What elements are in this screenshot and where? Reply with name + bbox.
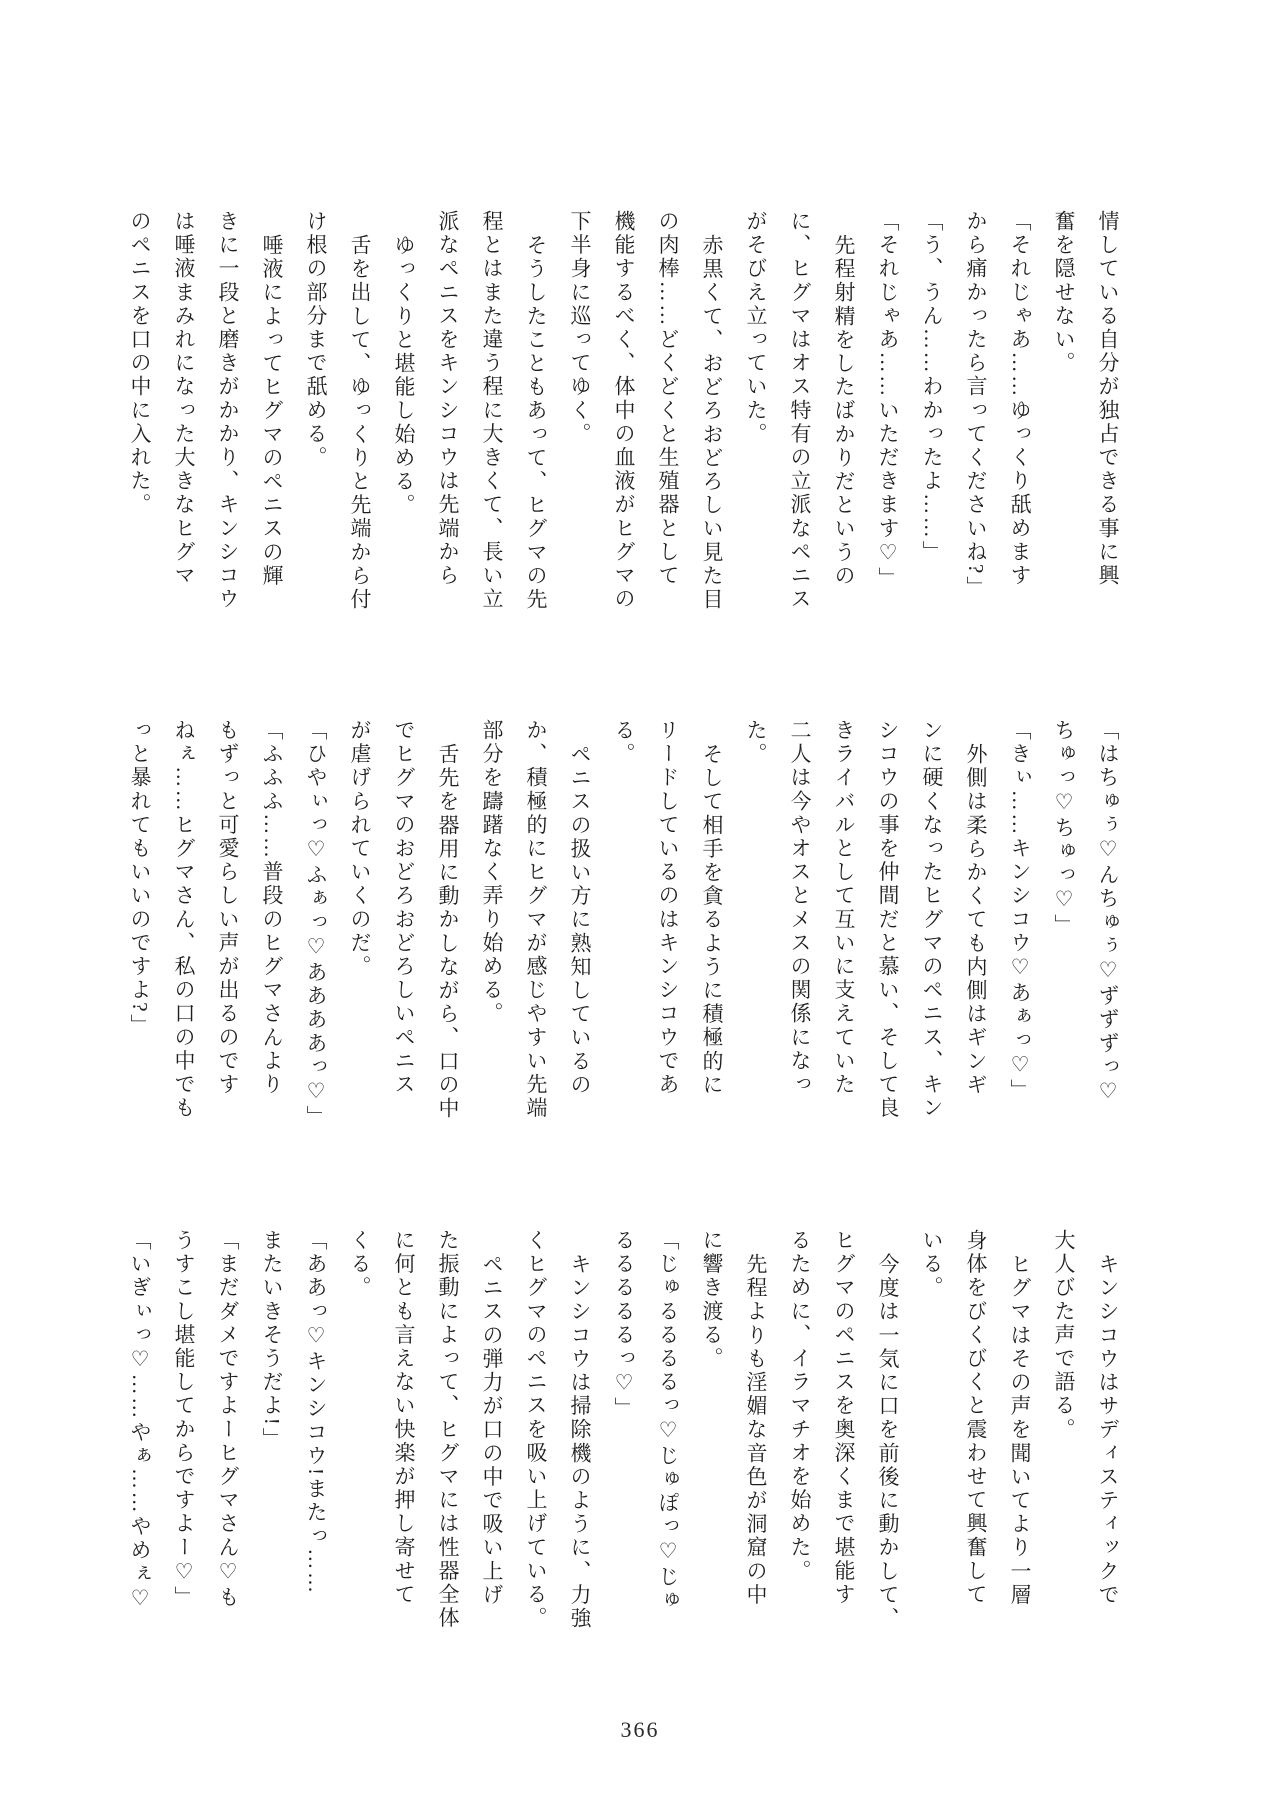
text-column: 今度は一気に口を前後に動かして、: [876, 1253, 900, 1631]
text-column: ねぇ……ヒグマさん、私の口の中でも: [172, 719, 196, 1121]
text-column: は唾液まみれになった大きなヒグマ: [172, 210, 196, 588]
text-column: ペニスの扱い方に熟知しているの: [568, 743, 592, 1097]
text-column: 「ひやぃっ♡ふぁっ♡ああああっ♡」: [304, 719, 328, 1130]
text-block-middle: [118, 719, 1130, 1151]
text-column: るために、イラマチオを始めた。: [788, 1229, 812, 1583]
text-column: 唾液によってヒグマのペニスの輝: [260, 234, 284, 588]
text-column: 「まだダメですよーヒグマさん♡も: [216, 1229, 240, 1610]
text-column: る。: [612, 719, 636, 767]
text-column: でヒグマのおどろおどろしいペニス: [392, 719, 416, 1097]
text-column: に、ヒグマはオス特有の立派なペニス: [788, 210, 812, 612]
page-number: 366: [620, 1717, 660, 1742]
text-column: がそびえ立っていた。: [744, 210, 768, 446]
text-column: 先程射精をしたばかりだというの: [832, 234, 856, 588]
text-column: 派なペニスをキンシコウは先端から: [436, 210, 460, 588]
text-column: 程とはまた違う程に大きくて、長い立: [480, 210, 504, 612]
text-column: 機能するべく、体中の血液がヒグマの: [612, 210, 636, 612]
text-column: の肉棒……どくどくと生殖器として: [656, 210, 680, 588]
text-column: に響き渡る。: [700, 1229, 724, 1371]
text-column: 大人びた声で語る。: [1052, 1229, 1076, 1442]
text-block-bottom: [118, 1229, 1130, 1661]
text-column: うすこし堪能してからですよー♡」: [172, 1229, 196, 1610]
text-column: 下半身に巡ってゆく。: [568, 210, 592, 446]
text-column: 「きぃ……キンシコウ♡あぁっ♡」: [1008, 719, 1032, 1103]
text-column: 「う、うん……わかったよ……」: [920, 210, 944, 564]
text-column: 二人は今やオスとメスの関係になっ: [788, 719, 812, 1097]
text-column: もずっと可愛らしい声が出るのです: [216, 719, 240, 1097]
text-column: るるるるるっ♡」: [612, 1229, 636, 1421]
text-column: 赤黒くて、おどろおどろしい見た目: [700, 234, 724, 612]
text-column: のペニスを口の中に入れた。: [128, 210, 152, 517]
text-column: 舌を出して、ゆっくりと先端から付: [348, 234, 372, 612]
text-column: ちゅっ♡ちゅっ♡」: [1052, 719, 1076, 938]
text-block-top: [118, 210, 1130, 642]
text-column: 「いぎぃっ♡……やぁ……やめぇ♡: [128, 1229, 152, 1613]
text-column: キンシコウはサディスティックで: [1096, 1253, 1120, 1607]
text-column: ヒグマはその声を聞いてより一層: [1008, 1253, 1032, 1607]
text-column: 「じゅるるるるっ♡じゅぽっ♡じゅ: [656, 1229, 680, 1613]
text-column: くる。: [348, 1229, 372, 1300]
text-column: キンシコウは掃除機のように、力強: [568, 1253, 592, 1631]
text-column: に何とも言えない快楽が押し寄せて: [392, 1229, 416, 1607]
text-column: っと暴れてもいいのですよ?」: [128, 719, 152, 1038]
text-column: 「はちゅぅ♡んちゅぅ♡ずずずっ♡: [1096, 719, 1120, 1106]
text-column: 奮を隠せない。: [1052, 210, 1076, 376]
text-column: 先程よりも淫媚な音色が洞窟の中: [744, 1253, 768, 1607]
text-column: 部分を躊躇なく弄り始める。: [480, 719, 504, 1026]
text-column: シコウの事を仲間だと慕い、そして良: [876, 719, 900, 1121]
text-column: 「それじゃあ……いただきます♡」: [876, 210, 900, 591]
text-column: そして相手を貪るように積極的に: [700, 743, 724, 1097]
text-column: 情している自分が独占できる事に興: [1096, 210, 1120, 588]
text-column: ヒグマのペニスを奥深くまで堪能す: [832, 1229, 856, 1607]
text-column: が虐げられていくのだ。: [348, 719, 372, 979]
text-column: 身体をびくびくと震わせて興奮して: [964, 1229, 988, 1607]
text-column: ンに硬くなったヒグマのペニス、キン: [920, 719, 944, 1121]
text-column: ペニスの弾力が口の中で吸い上げ: [480, 1253, 504, 1607]
text-column: 「ああっ♡キンシコウ!またっ……: [304, 1229, 328, 1596]
text-column: またいきそうだよ!」: [260, 1229, 284, 1451]
text-column: た振動によって、ヒグマには性器全体: [436, 1229, 460, 1631]
text-column: た。: [744, 719, 768, 767]
text-column: リードしているのはキンシコウであ: [656, 719, 680, 1097]
text-column: 「それじゃあ……ゆっくり舐めます: [1008, 210, 1032, 588]
text-column: いる。: [920, 1229, 944, 1300]
text-column: ゆっくりと堪能し始める。: [392, 234, 416, 518]
text-column: 「ふふふ……普段のヒグマさんより: [260, 719, 284, 1097]
text-column: きライバルとして互いに支えていた: [832, 719, 856, 1097]
text-column: そうしたこともあって、ヒグマの先: [524, 234, 548, 612]
text-column: け根の部分まで舐める。: [304, 210, 328, 470]
text-column: から痛かったら言ってくださいね?」: [964, 210, 988, 600]
text-column: 舌先を器用に動かしながら、口の中: [436, 743, 460, 1121]
text-column: か、積極的にヒグマが感じやすい先端: [524, 719, 548, 1121]
text-column: くヒグマのペニスを吸い上げている。: [524, 1229, 548, 1631]
text-column: きに一段と磨きがかかり、キンシコウ: [216, 210, 240, 612]
text-column: 外側は柔らかくても内側はギンギ: [964, 743, 988, 1097]
